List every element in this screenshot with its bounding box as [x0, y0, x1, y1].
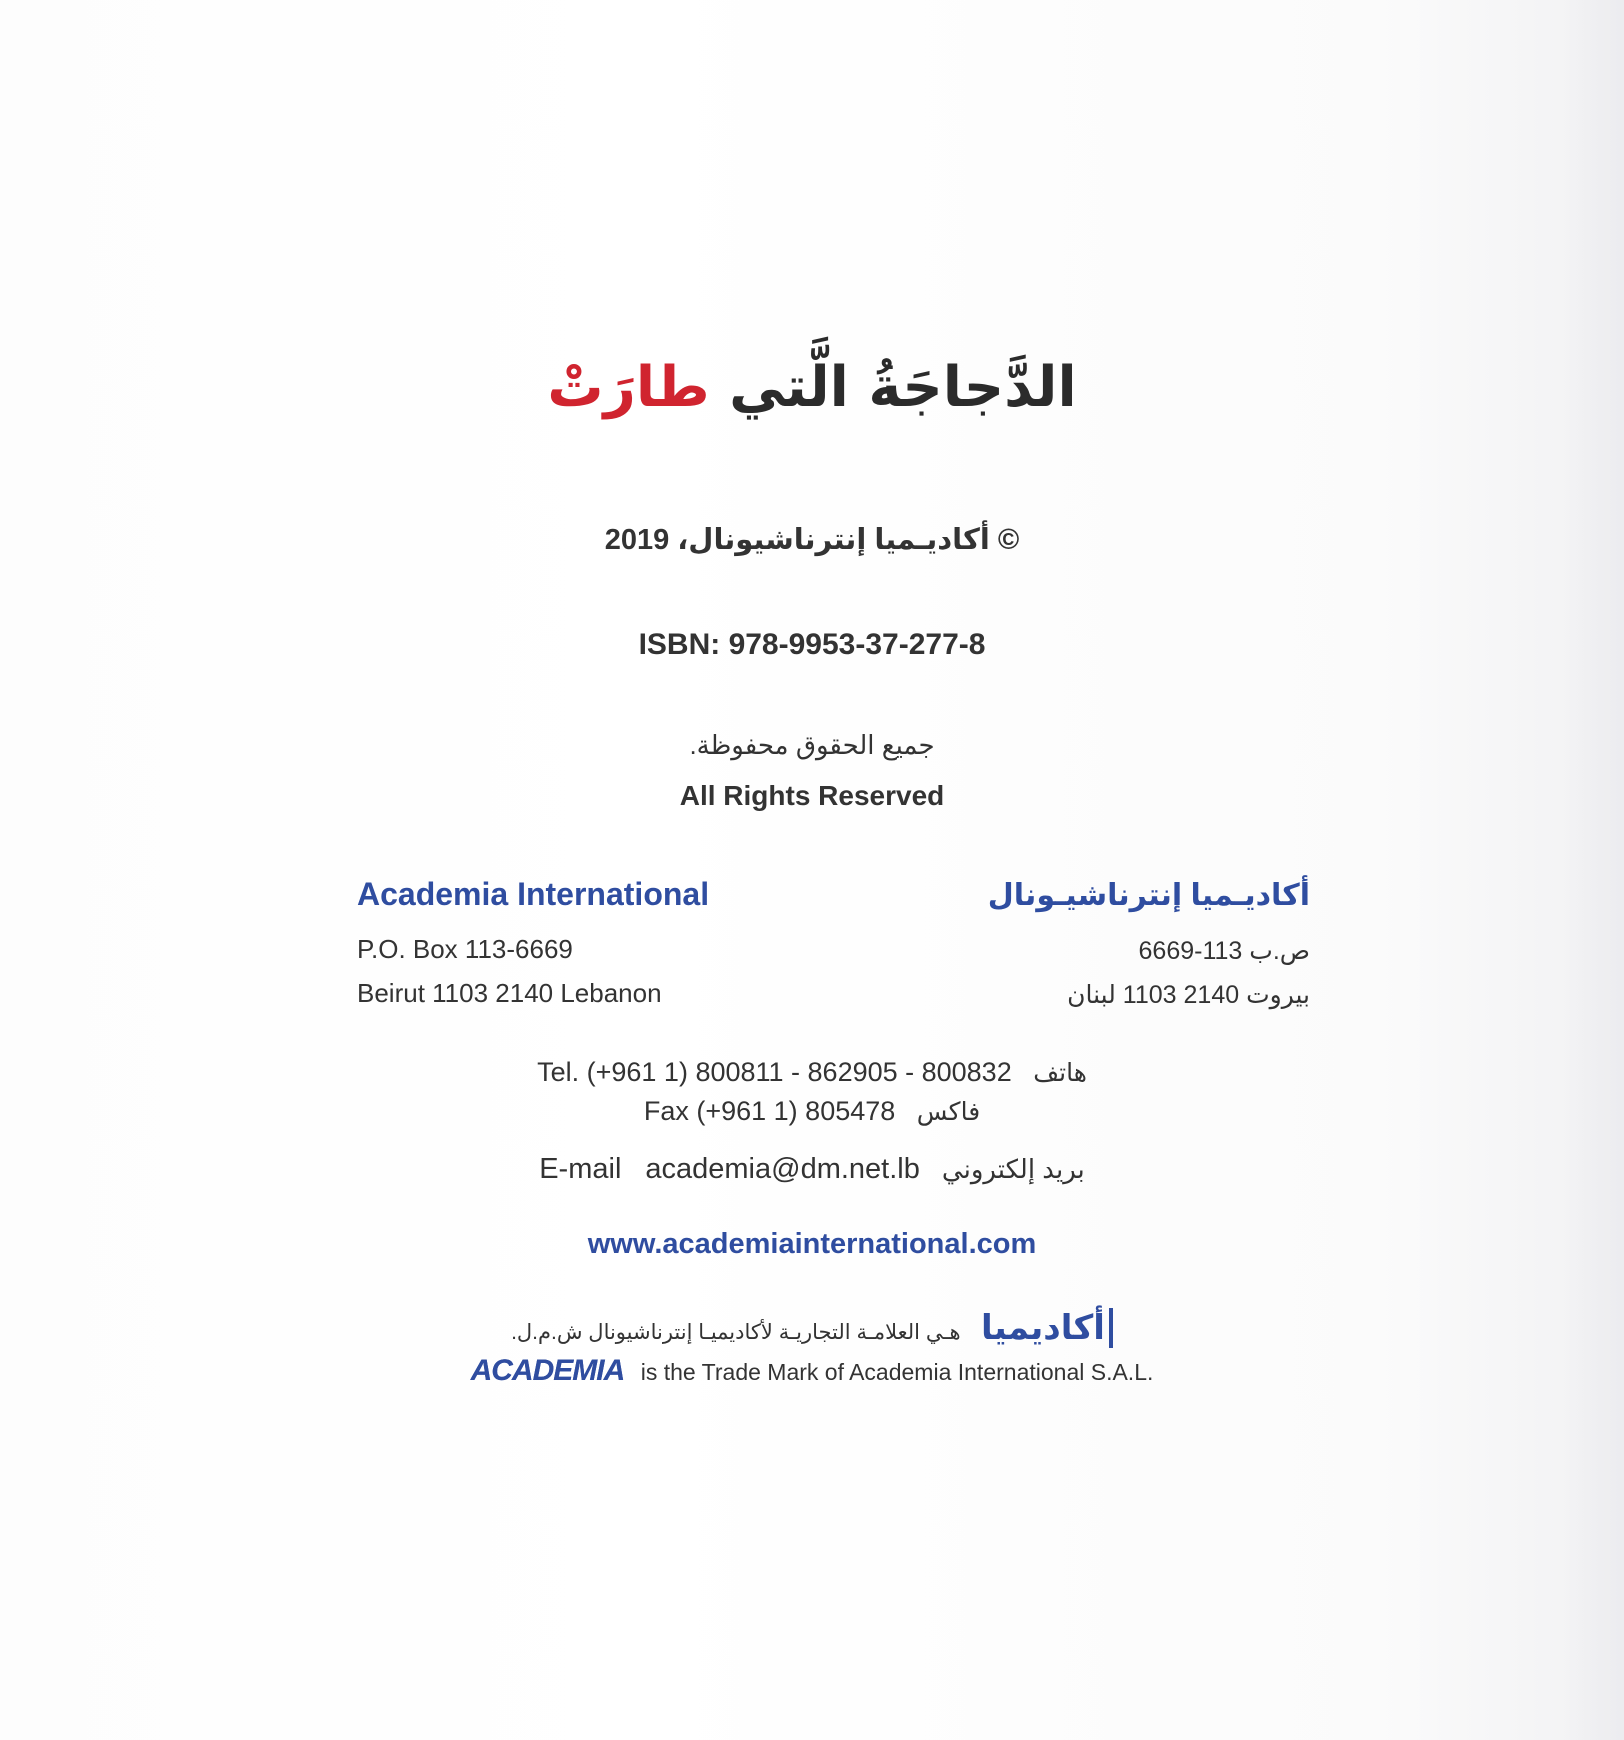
email-label-english: E-mail	[539, 1153, 622, 1185]
book-title-highlight: طارَتْ	[547, 355, 710, 420]
book-title-main: الدَّجاجَةُ الَّتي	[729, 355, 1077, 420]
fax-label-arabic: فاكس	[916, 1098, 981, 1126]
email-address[interactable]: academia@dm.net.lb	[645, 1153, 920, 1185]
email-label-arabic: بريد إلكتروني	[941, 1154, 1085, 1184]
book-title	[0, 355, 1624, 420]
publisher-po-box-arabic: ص.ب 113-6669	[1138, 937, 1310, 965]
copyright-line: © أكاديـميا إنترناشيونال، 2019	[604, 524, 1020, 556]
rights-reserved-english: All Rights Reserved	[679, 780, 945, 811]
telephone-number: Tel. (+961 1) 800811 - 862905 - 800832	[537, 1057, 1012, 1087]
publisher-po-box-english: P.O. Box 113-6669	[357, 934, 573, 964]
trademark-english	[0, 1354, 1624, 1388]
rights-reserved-arabic: جميع الحقوق محفوظة.	[689, 730, 935, 760]
fax-row	[0, 1096, 1624, 1127]
academia-logo-english: ACADEMIA	[470, 1354, 625, 1387]
telephone-label-arabic: هاتف	[1033, 1059, 1087, 1087]
page-edge-shadow	[1564, 0, 1624, 1740]
email-row	[0, 1153, 1624, 1186]
website-link[interactable]: www.academiainternational.com	[587, 1228, 1037, 1260]
fax-number: Fax (+961 1) 805478	[643, 1096, 896, 1126]
publisher-name-english: Academia International	[357, 876, 710, 912]
publisher-city-english: Beirut 1103 2140 Lebanon	[357, 978, 662, 1008]
publisher-name-arabic: أكاديـميا إنترناشيـونال	[987, 879, 1310, 912]
telephone-row	[0, 1057, 1624, 1088]
trademark-text-english: is the Trade Mark of Academia International S.A.L.	[640, 1359, 1154, 1385]
trademark-arabic	[0, 1308, 1624, 1348]
academia-logo-arabic: أكاديميا	[981, 1308, 1113, 1348]
isbn: ISBN: 978-9953-37-277-8	[638, 628, 986, 661]
publisher-city-arabic: بيروت 2140 1103 لبنان	[1067, 981, 1310, 1009]
trademark-text-arabic: هـي العلامـة التجاريـة لأكاديميـا إنترناشيونال ش.م.ل.	[511, 1321, 961, 1344]
